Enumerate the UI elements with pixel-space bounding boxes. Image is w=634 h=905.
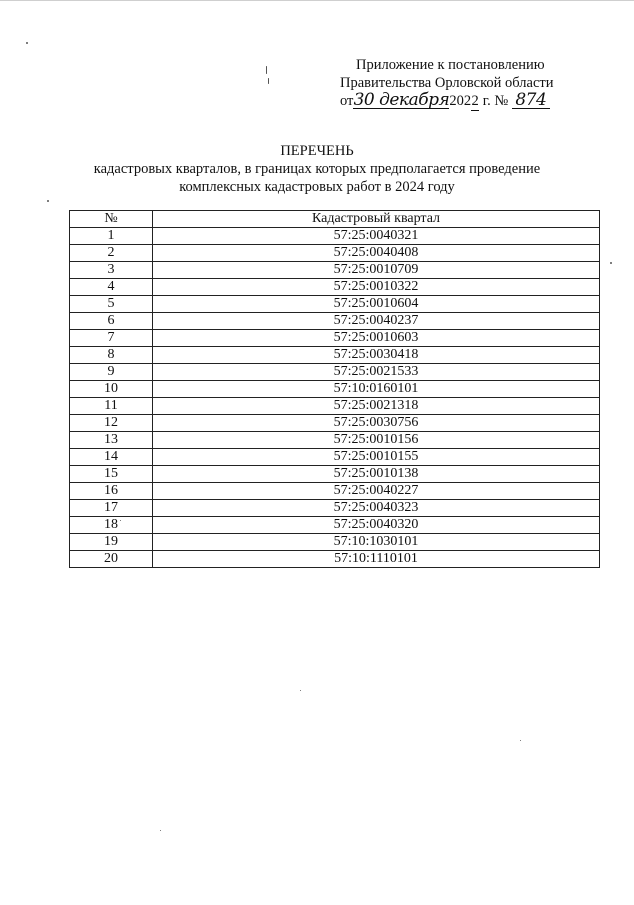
row-number: 11 <box>70 398 153 415</box>
header-number: № <box>70 211 153 228</box>
scan-top-edge <box>0 0 634 1</box>
table-row <box>70 483 600 500</box>
cadastral-quarter-code: 57:25:0010322 <box>153 279 600 296</box>
row-number: 18 <box>70 517 153 534</box>
table-row <box>70 313 600 330</box>
table-row <box>70 279 600 296</box>
row-number: 13 <box>70 432 153 449</box>
table-row <box>70 534 600 551</box>
scan-speck <box>160 830 161 831</box>
row-number: 12 <box>70 415 153 432</box>
cadastral-quarter-code: 57:25:0021533 <box>153 364 600 381</box>
row-number: 8 <box>70 347 153 364</box>
row-number: 14 <box>70 449 153 466</box>
cadastral-quarter-code: 57:25:0030418 <box>153 347 600 364</box>
scan-speck <box>520 740 521 741</box>
cadastral-quarter-code: 57:25:0030756 <box>153 415 600 432</box>
scan-speck <box>120 520 121 521</box>
approval-date-line <box>340 92 580 111</box>
table-row <box>70 228 600 245</box>
row-number: 3 <box>70 262 153 279</box>
table-row <box>70 347 600 364</box>
row-number: 10 <box>70 381 153 398</box>
cadastral-quarter-code: 57:25:0010155 <box>153 449 600 466</box>
row-number: 2 <box>70 245 153 262</box>
table-row <box>70 262 600 279</box>
table-row <box>70 398 600 415</box>
row-number: 7 <box>70 330 153 347</box>
row-number: 16 <box>70 483 153 500</box>
year-suffix: г. № <box>479 93 509 109</box>
table-row <box>70 364 600 381</box>
table-row <box>70 330 600 347</box>
table-row <box>70 245 600 262</box>
row-number: 6 <box>70 313 153 330</box>
year-prefix: 202 <box>449 93 472 109</box>
scan-speck <box>266 66 267 74</box>
table-row <box>70 432 600 449</box>
row-number: 19 <box>70 534 153 551</box>
cadastral-quarter-code: 57:25:0010604 <box>153 296 600 313</box>
header-cadastral-quarter: Кадастровый квартал <box>153 211 600 228</box>
cadastral-quarter-code: 57:25:0010138 <box>153 466 600 483</box>
cadastral-quarter-code: 57:25:0040227 <box>153 483 600 500</box>
scan-speck <box>300 690 301 691</box>
cadastral-quarter-code: 57:25:0010156 <box>153 432 600 449</box>
cadastral-quarter-code: 57:25:0040323 <box>153 500 600 517</box>
table-row <box>70 449 600 466</box>
from-label: от <box>340 93 354 109</box>
row-number: 17 <box>70 500 153 517</box>
cadastral-quarter-code: 57:25:0040321 <box>153 228 600 245</box>
handwritten-number: 874 <box>512 92 550 109</box>
cadastral-quarter-code: 57:25:0010603 <box>153 330 600 347</box>
table-header-row <box>70 211 600 228</box>
year-digit: 2 <box>471 93 479 109</box>
scan-speck <box>268 78 269 84</box>
document-title: ПЕРЕЧЕНЬ <box>280 143 354 159</box>
cadastral-quarters-table <box>69 210 600 568</box>
row-number: 9 <box>70 364 153 381</box>
row-number: 1 <box>70 228 153 245</box>
row-number: 15 <box>70 466 153 483</box>
table-row <box>70 415 600 432</box>
cadastral-quarter-code: 57:25:0040320 <box>153 517 600 534</box>
table-row <box>70 466 600 483</box>
document-subtitle-line-1: кадастровых кварталов, в границах которых предполагается проведение <box>93 161 541 177</box>
scan-speck <box>47 200 49 202</box>
scan-speck <box>610 262 612 264</box>
cadastral-quarter-code: 57:25:0040237 <box>153 313 600 330</box>
handwritten-date: 30 декабря <box>353 90 450 110</box>
row-number: 4 <box>70 279 153 296</box>
cadastral-quarter-code: 57:25:0010709 <box>153 262 600 279</box>
table-row <box>70 517 600 534</box>
table-row <box>70 500 600 517</box>
approval-block <box>340 56 580 111</box>
cadastral-quarter-code: 57:25:0040408 <box>153 245 600 262</box>
cadastral-quarter-code: 57:10:1110101 <box>153 551 600 568</box>
document-subtitle-line-2: комплексных кадастровых работ в 2024 году <box>179 179 455 195</box>
scan-speck <box>26 42 28 44</box>
approval-line-1: Приложение к постановлению <box>356 57 545 73</box>
row-number: 20 <box>70 551 153 568</box>
approval-line-2: Правительства Орловской области <box>340 75 554 91</box>
table-row <box>70 296 600 313</box>
table-row <box>70 551 600 568</box>
cadastral-quarter-code: 57:25:0021318 <box>153 398 600 415</box>
table-row <box>70 381 600 398</box>
row-number: 5 <box>70 296 153 313</box>
cadastral-quarter-code: 57:10:1030101 <box>153 534 600 551</box>
cadastral-quarter-code: 57:10:0160101 <box>153 381 600 398</box>
